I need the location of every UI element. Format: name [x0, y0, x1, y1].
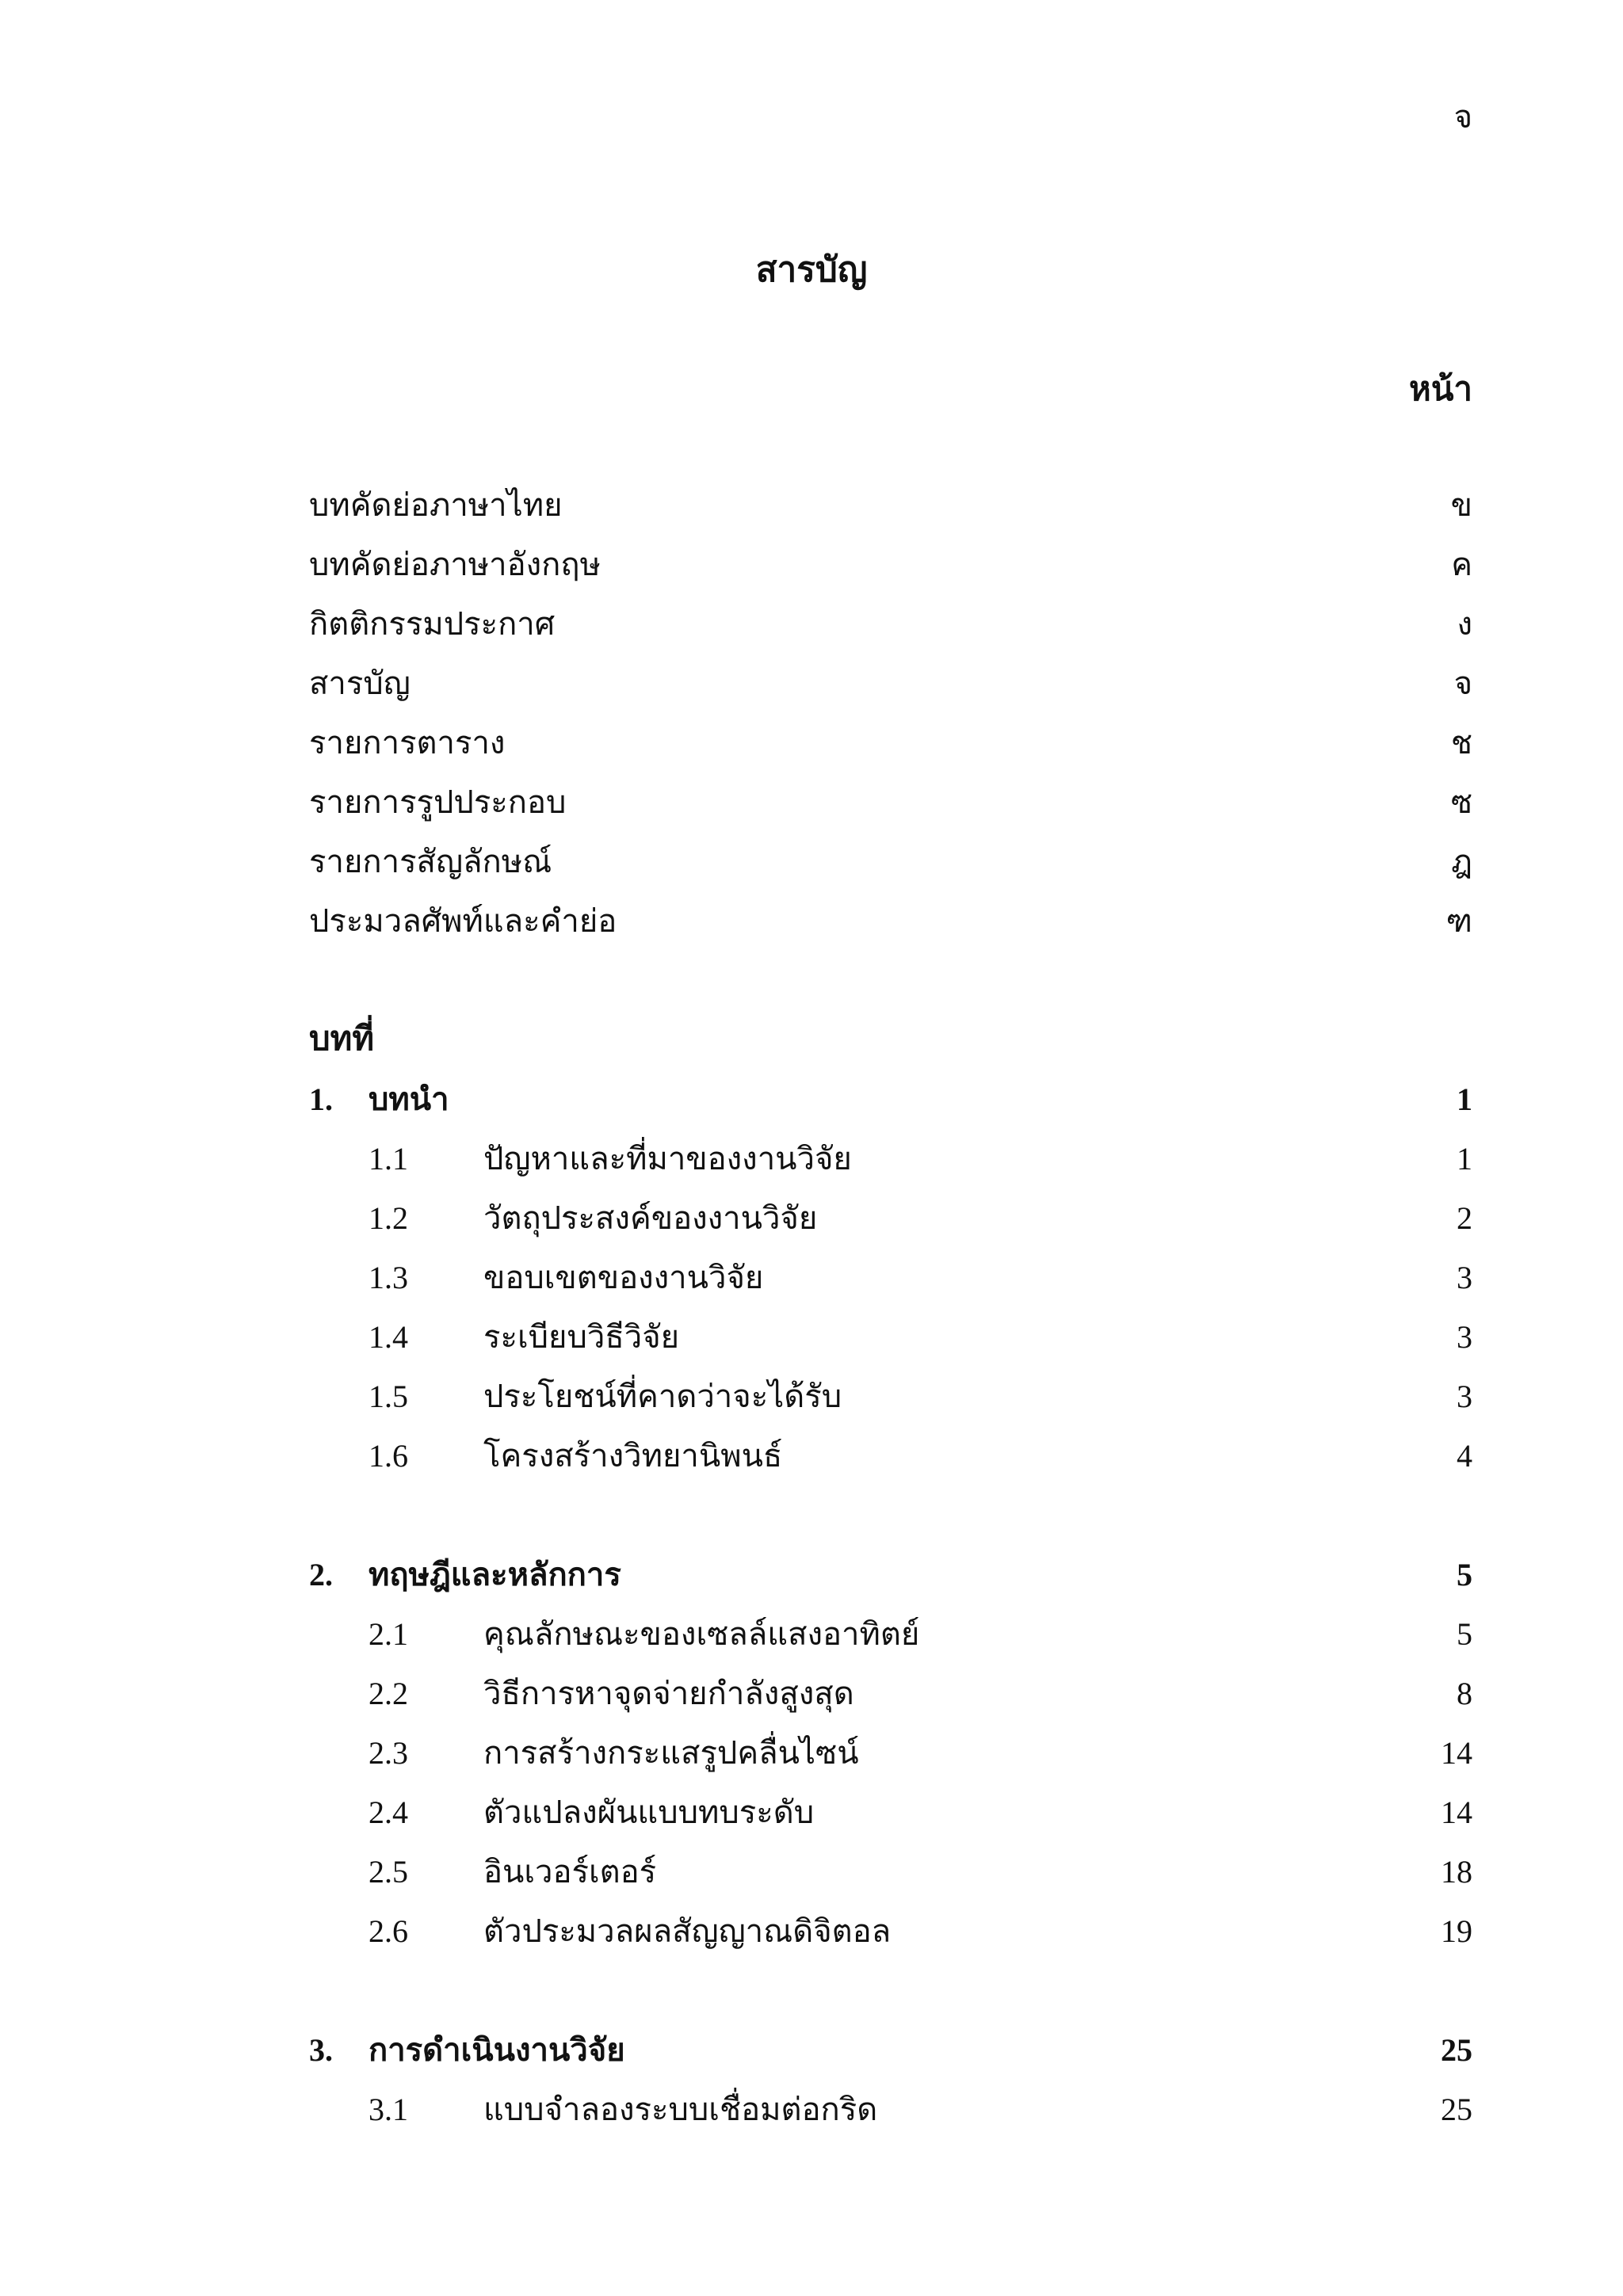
toc-entry-page: ฑ	[1445, 903, 1472, 939]
toc-row	[309, 891, 1472, 951]
section-page: 3	[1457, 1379, 1472, 1414]
section-title: ประโยชน์ที่คาดว่าจะได้รับ	[483, 1379, 842, 1414]
toc-entry-label: รายการรูปประกอบ	[309, 784, 567, 820]
section-row	[309, 1129, 1472, 1188]
section-page: 18	[1441, 1854, 1472, 1890]
toc-entry-page: ง	[1457, 606, 1472, 642]
toc-row	[309, 594, 1472, 654]
chapter-number: 1.	[309, 1081, 333, 1117]
toc-entry-page: จ	[1453, 666, 1472, 701]
section-row	[309, 1307, 1472, 1367]
section-number: 2.4	[369, 1794, 408, 1830]
section-number: 2.5	[369, 1854, 408, 1890]
section-number: 2.6	[369, 1913, 408, 1949]
section-number: 1.5	[369, 1379, 408, 1414]
toc-entry-label: รายการตาราง	[309, 725, 506, 761]
section-title: ตัวประมวลผลสัญญาณดิจิตอล	[483, 1913, 892, 1949]
section-number: 2.2	[369, 1676, 408, 1711]
chapter-title: บทนำ	[369, 1081, 449, 1117]
section-row	[309, 1604, 1472, 1664]
chapter-page: 5	[1457, 1557, 1472, 1592]
section-title: อินเวอร์เตอร์	[483, 1854, 657, 1890]
page-title: สารบัญ	[755, 250, 868, 289]
section-number: 3.1	[369, 2092, 408, 2127]
chapter-row	[309, 1070, 1472, 1129]
section-page: 2	[1457, 1200, 1472, 1236]
section-row	[309, 1901, 1472, 1961]
toc-row	[309, 654, 1472, 713]
section-number: 1.4	[369, 1319, 408, 1355]
toc-row	[309, 832, 1472, 891]
chapter-title: ทฤษฎีและหลักการ	[369, 1557, 621, 1592]
section-page: 8	[1457, 1676, 1472, 1711]
section-page: 25	[1441, 2092, 1472, 2127]
chapter-row	[309, 1545, 1472, 1604]
chapter-title: การดำเนินงานวิจัย	[369, 2032, 625, 2068]
toc-entry-page: ข	[1450, 487, 1472, 523]
section-row	[309, 1367, 1472, 1426]
toc-entry-page: ฎ	[1451, 844, 1472, 879]
section-row	[309, 1783, 1472, 1842]
section-page: 3	[1457, 1319, 1472, 1355]
section-row	[309, 1723, 1472, 1783]
section-title: ตัวแปลงผันแบบทบระดับ	[483, 1794, 815, 1830]
section-row	[309, 1248, 1472, 1307]
section-number: 2.1	[369, 1616, 408, 1652]
toc-entry-label: บทคัดย่อภาษาไทย	[309, 487, 563, 523]
section-page: 14	[1441, 1794, 1472, 1830]
toc-entry-page: ซ	[1450, 784, 1472, 820]
page-number: จ	[1453, 99, 1472, 135]
toc-entry-label: รายการสัญลักษณ์	[309, 844, 552, 879]
section-page: 4	[1457, 1438, 1472, 1474]
section-title: แบบจำลองระบบเชื่อมต่อกริด	[483, 2092, 878, 2127]
section-row	[309, 1188, 1472, 1248]
toc-entry-page: ค	[1451, 547, 1472, 582]
toc-row	[309, 772, 1472, 832]
section-number: 1.2	[369, 1200, 408, 1236]
chapter-heading: บทที่	[309, 1021, 375, 1058]
chapter-number: 3.	[309, 2032, 333, 2068]
section-title: วิธีการหาจุดจ่ายกำลังสูงสุด	[483, 1676, 854, 1711]
chapter-row	[309, 2020, 1472, 2080]
toc-row	[309, 535, 1472, 594]
chapter-page: 1	[1457, 1081, 1472, 1117]
section-title: โครงสร้างวิทยานิพนธ์	[483, 1438, 783, 1474]
section-title: การสร้างกระแสรูปคลื่นไซน์	[483, 1735, 859, 1771]
section-row	[309, 1842, 1472, 1901]
section-number: 1.1	[369, 1141, 408, 1177]
section-title: คุณลักษณะของเซลล์แสงอาทิตย์	[483, 1616, 920, 1652]
section-title: ระเบียบวิธีวิจัย	[483, 1319, 680, 1355]
toc-row	[309, 713, 1472, 772]
section-title: วัตถุประสงค์ของงานวิจัย	[483, 1200, 818, 1236]
section-title: ขอบเขตของงานวิจัย	[483, 1260, 764, 1295]
page-column-heading: หน้า	[1409, 372, 1472, 408]
section-number: 1.3	[369, 1260, 408, 1295]
section-row	[309, 1664, 1472, 1723]
section-row	[309, 1426, 1472, 1486]
table-of-contents	[309, 475, 1472, 2139]
section-row	[309, 2080, 1472, 2139]
section-page: 1	[1457, 1141, 1472, 1177]
chapter-page: 25	[1441, 2032, 1472, 2068]
section-page: 19	[1441, 1913, 1472, 1949]
toc-entry-label: กิตติกรรมประกาศ	[309, 606, 556, 642]
toc-entry-label: ประมวลศัพท์และคำย่อ	[309, 903, 617, 939]
toc-entry-label: สารบัญ	[309, 666, 411, 701]
section-page: 14	[1441, 1735, 1472, 1771]
section-page: 3	[1457, 1260, 1472, 1295]
toc-entry-page: ช	[1450, 725, 1472, 761]
chapter-number: 2.	[309, 1557, 333, 1592]
toc-entry-label: บทคัดย่อภาษาอังกฤษ	[309, 547, 601, 582]
section-page: 5	[1457, 1616, 1472, 1652]
section-title: ปัญหาและที่มาของงานวิจัย	[483, 1141, 852, 1177]
section-number: 1.6	[369, 1438, 408, 1474]
toc-row	[309, 475, 1472, 535]
section-number: 2.3	[369, 1735, 408, 1771]
